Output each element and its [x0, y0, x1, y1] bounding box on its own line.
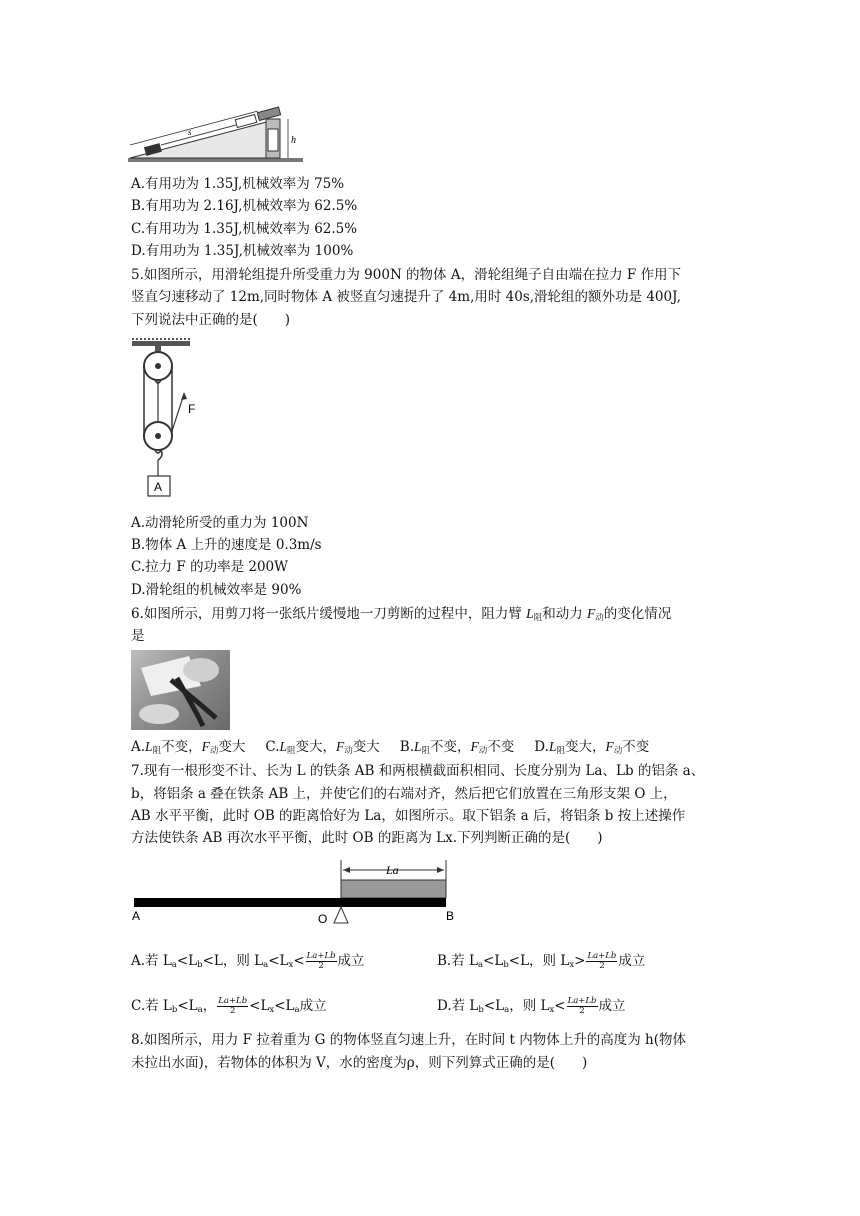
q6-stem-line-1: 6.如图所示，用剪刀将一张纸片缓慢地一刀剪断的过程中，阻力臂 $L_阻$和动力 $F_动$的变化情况: [131, 606, 672, 623]
scissors-photo: [131, 650, 230, 730]
pulley-force-label: F: [188, 402, 196, 416]
q4-option-b: B.有用功为 2.16J,机械效率为 62.5%: [131, 198, 358, 214]
q7-stem-line-3: AB 水平平衡，此时 OB 的距离恰好为 La，如图所示。取下铝条 a 后，将铝条 b 按上述操作: [131, 808, 686, 824]
q5-option-b: B.物体 A 上升的速度是 0.3m/s: [131, 537, 322, 553]
pulley-figure: [128, 336, 208, 502]
lever-figure: [128, 855, 468, 925]
q6-stem-line-2: 是: [131, 628, 145, 644]
q5-stem-line-3: 下列说法中正确的是( ): [131, 312, 291, 328]
q7-option-c: C.若 $L_b<L_a$， $\frac{La+Lb}{2}$ $<L_x<L_a$成立: [131, 996, 327, 1016]
lever-o-label: O: [318, 912, 328, 925]
q4-option-c: C.有用功为 1.35J,机械效率为 62.5%: [131, 221, 358, 237]
q7-stem-line-2: b，将铝条 a 叠在铁条 AB 上，并使它们的右端对齐，然后把它们放置在三角形支架 O 上，: [131, 786, 677, 802]
q7-option-b: B.若 $L_a<L_b<L$，则 $L_x>$ $\frac{La+Lb}{2}$ 成立: [437, 951, 646, 971]
q5-option-d: D.滑轮组的机械效率是 90%: [131, 582, 302, 598]
q5-option-c: C.拉力 F 的功率是 200W: [131, 559, 289, 575]
incline-h-label: h: [291, 135, 296, 146]
pulley-object-label: A: [154, 480, 163, 494]
q7-option-d: D.若 $L_b<L_a$，则 $L_x<$ $\frac{La+Lb}{2}$ 成立: [437, 996, 626, 1016]
q8-stem-line-1: 8.如图所示，用力 F 拉着重为 G 的物体竖直匀速上升，在时间 t 内物体上升的高度为 h(物体: [131, 1032, 686, 1048]
q6-options: $A.L_阻$不变，$F_动$变大 $C.L_阻$变大，$F_动$变大 $B.L_阻$不变，$F_动$不变 $D.L_阻$变大，$F_动$不变: [131, 739, 650, 756]
q7-stem-line-4: 方法使铁条 AB 再次水平平衡，此时 OB 的距离为 Lx.下列判断正确的是( ): [131, 830, 603, 846]
incline-s-label: s: [188, 127, 192, 137]
lever-la-label: La: [386, 863, 399, 877]
q5-stem-line-1: 5.如图所示，用滑轮组提升所受重力为 900N 的物体 A，滑轮组绳子自由端在拉力 F 作用下: [131, 267, 682, 283]
q5-stem-line-2: 竖直匀速移动了 12m,同时物体 A 被竖直匀速提升了 4m,用时 40s,滑轮组的额外功是 400J,: [131, 289, 682, 305]
q8-stem-line-2: 未拉出水面)，若物体的体积为 V，水的密度为ρ，则下列算式正确的是( ): [131, 1055, 588, 1071]
lever-a-label: A: [132, 909, 141, 923]
q5-option-a: A.动滑轮所受的重力为 100N: [131, 515, 309, 531]
incline-figure: [128, 105, 303, 167]
q4-option-d: D.有用功为 1.35J,机械效率为 100%: [131, 243, 354, 259]
q7-stem-line-1: 7.现有一根形变不计、长为 L 的铁条 AB 和两根横截面积相同、长度分别为 La、Lb 的铝条 a、: [131, 763, 705, 779]
q4-option-a: A.有用功为 1.35J,机械效率为 75%: [131, 176, 345, 192]
q7-option-a: A.若 $L_a<L_b<L$，则 $L_a<L_x<$ $\frac{La+Lb}{2}$ 成立: [131, 951, 365, 971]
lever-b-label: B: [446, 909, 455, 923]
